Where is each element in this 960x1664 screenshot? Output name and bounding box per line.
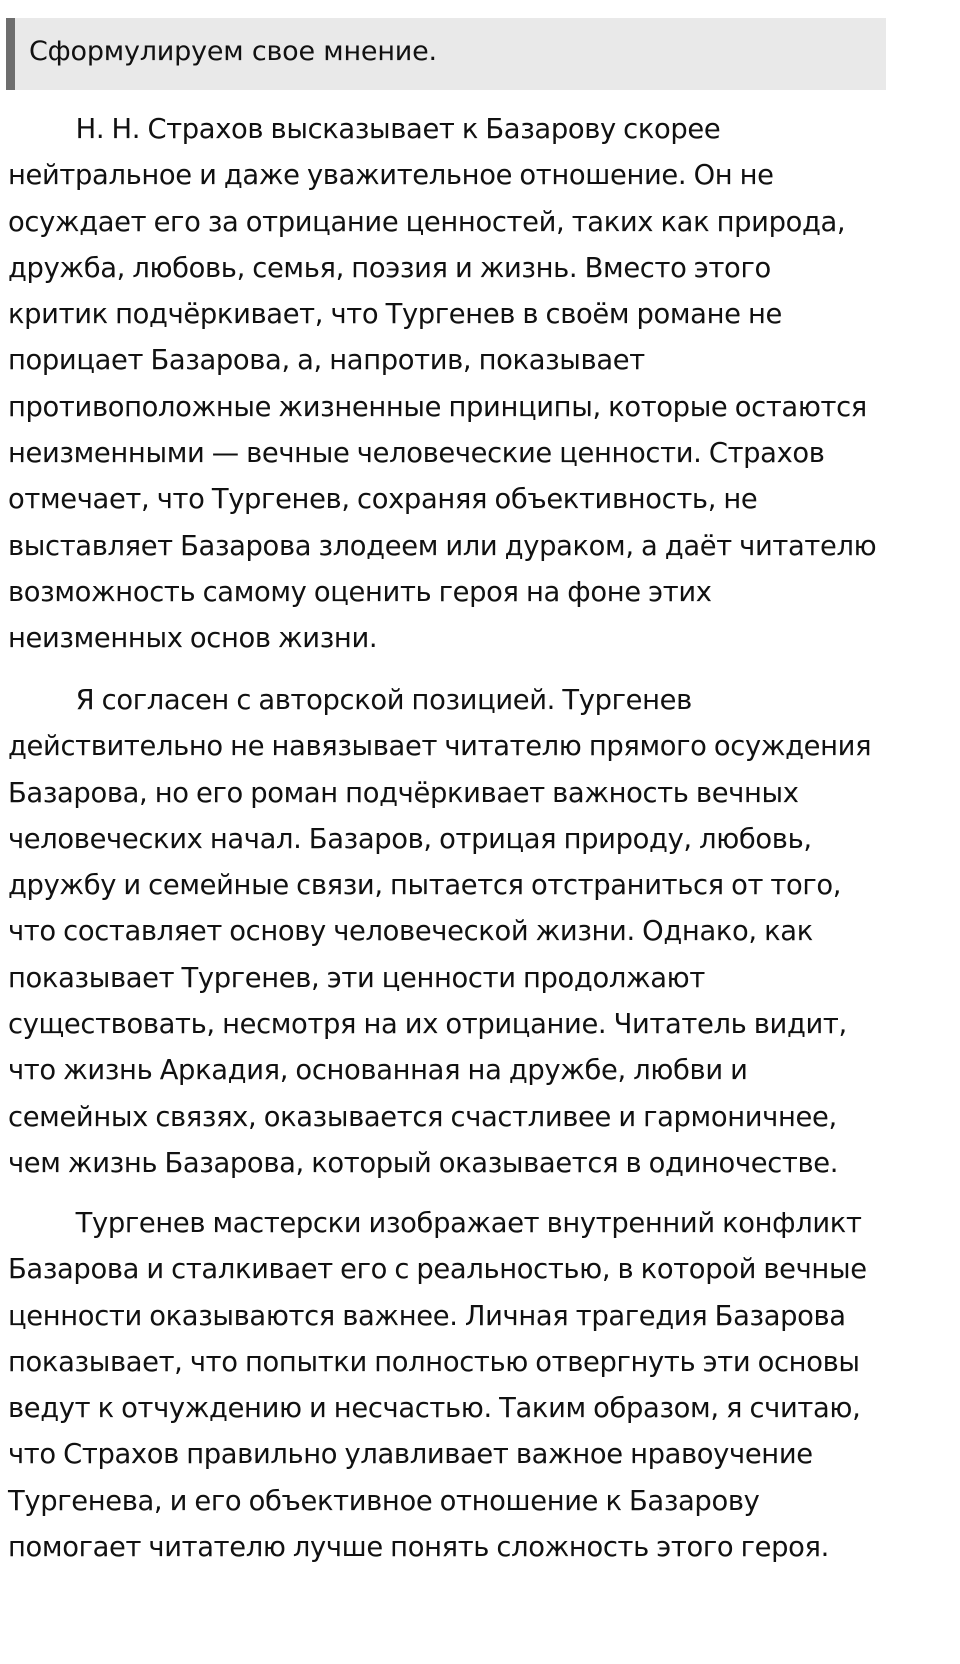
paragraph-3 (8, 1200, 918, 1570)
paragraph-line: осуждает его за отрицание ценностей, таких как природа, (8, 205, 846, 238)
paragraph-line: семейных связях, оказывается счастливее и гармоничнее, (8, 1100, 837, 1133)
paragraph-line: что составляет основу человеческой жизни. Однако, как (8, 915, 813, 948)
paragraph-line: ценности оказываются важнее. Личная трагедия Базарова (8, 1299, 846, 1332)
paragraph-line: что Страхов правильно улавливает важное нравоучение (8, 1438, 813, 1471)
paragraph-line: противоположные жизненные принципы, которые остаются (8, 390, 867, 423)
paragraph-line: выставляет Базарова злодеем или дураком, а даёт читателю (8, 529, 877, 562)
paragraph-line: помогает читателю лучше понять сложность этого героя. (8, 1531, 829, 1564)
paragraph-line: Базарова и сталкивает его с реальностью, в которой вечные (8, 1253, 867, 1286)
paragraph-line: действительно не навязывает читателю прямого осуждения (8, 730, 872, 763)
paragraph-line: показывает, что попытки полностью отвергнуть эти основы (8, 1345, 860, 1378)
paragraph-line: дружба, любовь, семья, поэзия и жизнь. Вместо этого (8, 251, 771, 284)
paragraph-line: неизменных основ жизни. (8, 622, 378, 655)
paragraph-line: человеческих начал. Базаров, отрицая природу, любовь, (8, 822, 812, 855)
paragraph-2 (8, 677, 918, 1186)
paragraph-line: нейтральное и даже уважительное отношение. Он не (8, 159, 774, 192)
paragraph-line: показывает Тургенев, эти ценности продолжают (8, 961, 705, 994)
paragraph-line: неизменными — вечные человеческие ценности. Страхов (8, 437, 825, 470)
paragraph-line: Я согласен с авторской позицией. Тургенев (75, 684, 692, 716)
paragraph-line: Тургенева, и его объективное отношение к Базарову (8, 1484, 760, 1517)
paragraph-line: Тургенев мастерски изображает внутренний конфликт (75, 1207, 862, 1239)
section-heading-box (6, 18, 886, 90)
paragraph-line: критик подчёркивает, что Тургенев в своём романе не (8, 298, 782, 331)
paragraph-1 (8, 106, 918, 662)
paragraph-line: возможность самому оценить героя на фоне этих (8, 575, 712, 608)
paragraph-line: что жизнь Аркадия, основанная на дружбе, любви и (8, 1054, 748, 1087)
paragraph-line: отмечает, что Тургенев, сохраняя объективность, не (8, 483, 758, 516)
paragraph-line: Базарова, но его роман подчёркивает важность вечных (8, 776, 799, 809)
paragraph-line: чем жизнь Базарова, который оказывается в одиночестве. (8, 1146, 839, 1179)
paragraph-line: дружбу и семейные связи, пытается отстраниться от того, (8, 869, 842, 902)
paragraph-line: ведут к отчуждению и несчастью. Таким образом, я считаю, (8, 1392, 861, 1425)
paragraph-line: Н. Н. Страхов высказывает к Базарову скорее (75, 113, 721, 145)
paragraph-line: существовать, несмотря на их отрицание. Читатель видит, (8, 1008, 847, 1041)
paragraph-line: порицает Базарова, а, напротив, показывает (8, 344, 645, 377)
section-heading: Сформулируем свое мнение. (29, 36, 437, 67)
